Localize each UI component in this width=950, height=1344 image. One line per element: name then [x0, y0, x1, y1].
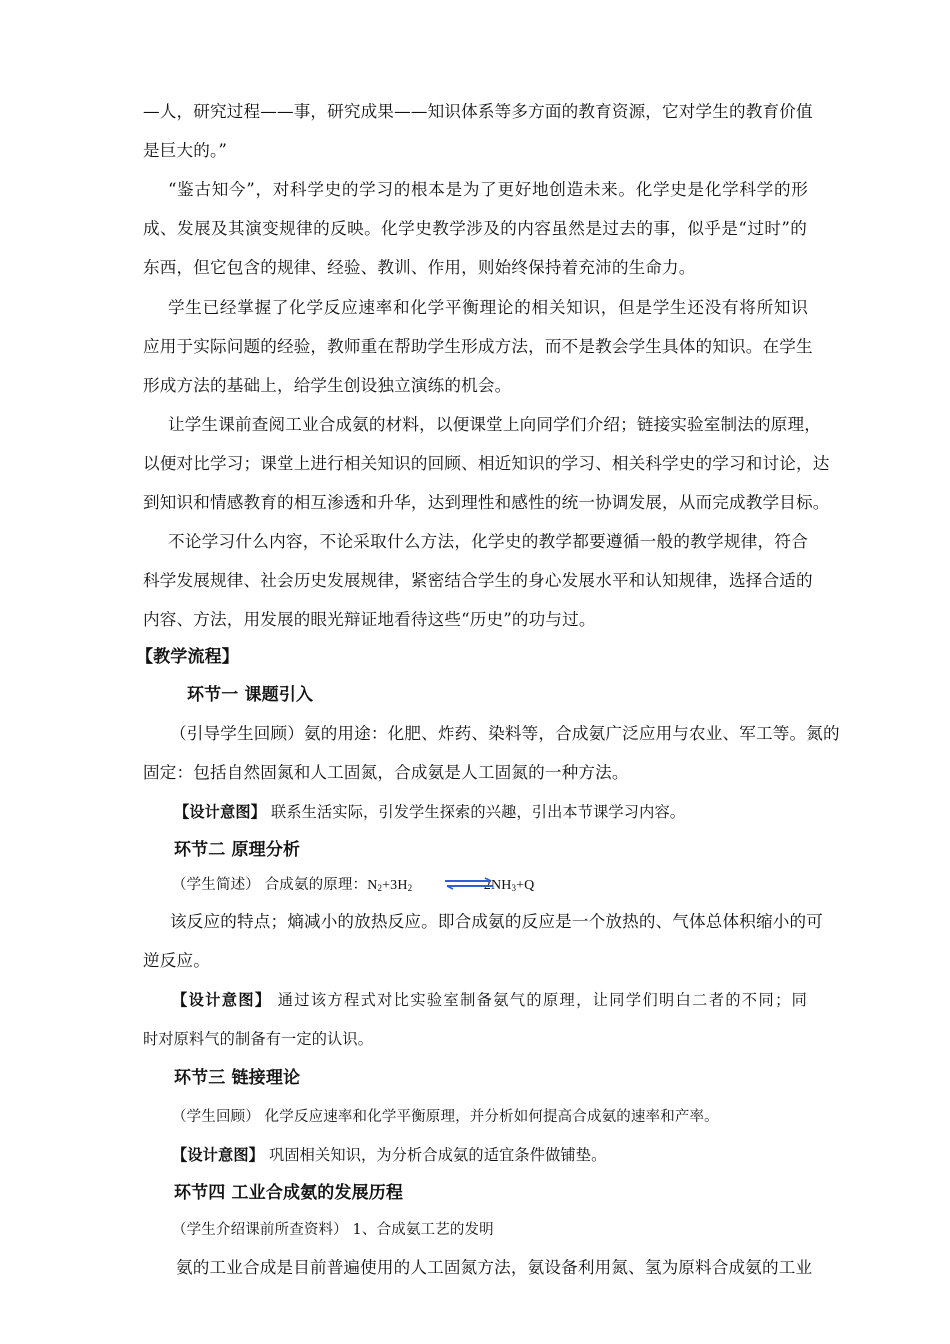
- stage-title: 环节四 工业合成氨的发展历程: [174, 1183, 404, 1203]
- paragraph-line: 科学发展规律、社会历史发展规律，紧密结合学生的身心发展水平和认知规律，选择合适的: [143, 571, 813, 590]
- paragraph-line: 不论学习什么内容，不论采取什么方法，化学史的教学都要遵循一般的教学规律，符合: [168, 532, 808, 551]
- stage-title: 环节二 原理分析: [174, 840, 301, 860]
- paragraph-line: 应用于实际问题的经验，教师重在帮助学生形成方法，而不是教会学生具体的知识。在学生: [143, 337, 813, 356]
- design-intent-label: 【设计意图】: [172, 1146, 265, 1164]
- design-intent: [172, 989, 807, 1011]
- design-intent: [172, 1144, 606, 1166]
- paragraph-line: （学生回顾） 化学反应速率和化学平衡原理，并分析如何提高合成氨的速率和产率。: [172, 1109, 719, 1125]
- paragraph-line: （引导学生回顾）氨的用途：化肥、炸药、染料等，合成氨广泛应用与农业、军工等。氮的: [170, 724, 840, 743]
- design-intent-text: 联系生活实际，引发学生探索的兴趣，引出本节课学习内容。: [266, 803, 686, 821]
- paragraph-line: 东西，但它包含的规律、经验、教训、作用，则始终保持着充沛的生命力。: [143, 258, 696, 277]
- paragraph-line: 内容、方法，用发展的眼光辩证地看待这些“历史”的功与过。: [143, 610, 596, 629]
- stage-title: 环节一 课题引入: [187, 685, 314, 705]
- paragraph-line: 逆反应。: [143, 951, 210, 970]
- paragraph-line: 该反应的特点；熵减小的放热反应。即合成氨的反应是一个放热的、气体总体积缩小的可: [170, 912, 824, 931]
- paragraph-line: 形成方法的基础上，给学生创设独立演练的机会。: [143, 376, 512, 395]
- paragraph-line: 时对原料气的制备有一定的认识。: [143, 1030, 374, 1048]
- equation-products: $2NH_3+Q$: [483, 878, 535, 893]
- design-intent-text: 巩固相关知识，为分析合成氨的适宜条件做铺垫。: [264, 1146, 607, 1164]
- stage-title: 环节三 链接理论: [174, 1068, 301, 1088]
- paragraph-line: 成、发展及其演变规律的反映。化学史教学涉及的内容虽然是过去的事，似乎是“过时”的: [143, 219, 807, 238]
- section-heading: 【教学流程】: [136, 647, 239, 667]
- paragraph-line: —人，研究过程——事，研究成果——知识体系等多方面的教育资源，它对学生的教育价值: [143, 102, 813, 121]
- equation-prefix: （学生简述） 合成氨的原理：: [172, 877, 368, 893]
- paragraph-line: 让学生课前查阅工业合成氨的材料，以便课堂上向同学们介绍；链接实验室制法的原理，: [168, 415, 822, 434]
- paragraph-line: （学生介绍课前所查资料） 1、合成氨工艺的发明: [172, 1222, 494, 1238]
- design-intent-label: 【设计意图】: [174, 803, 267, 821]
- equation-reactants: $N_2+3H_2$: [367, 878, 413, 893]
- paragraph-line: 到知识和情感教育的相互渗透和升华，达到理性和感性的统一协调发展，从而完成教学目标。: [143, 493, 830, 512]
- paragraph-line: “鉴古知今”，对科学史的学习的根本是为了更好地创造未来。化学史是化学科学的形: [168, 180, 808, 199]
- paragraph-line: 是巨大的。”: [143, 141, 228, 160]
- paragraph-line: 学生已经掌握了化学反应速率和化学平衡理论的相关知识，但是学生还没有将所知识: [168, 298, 808, 317]
- paragraph-line: 以便对比学习；课堂上进行相关知识的回顾、相近知识的学习、相关科学史的学习和讨论，达: [143, 454, 830, 473]
- equilibrium-arrow-icon: [443, 877, 495, 891]
- design-intent-label: 【设计意图】: [172, 991, 272, 1009]
- design-intent: [174, 801, 685, 823]
- paragraph-line: 氨的工业合成是目前普遍使用的人工固氮方法，氨设备利用氮、氢为原料合成氨的工业: [176, 1258, 813, 1277]
- design-intent-text: 通过该方程式对比实验室制备氨气的原理，让同学们明白二者的不同；同: [271, 991, 807, 1009]
- paragraph-line: 固定：包括自然固氮和人工固氮，合成氨是人工固氮的一种方法。: [143, 763, 629, 782]
